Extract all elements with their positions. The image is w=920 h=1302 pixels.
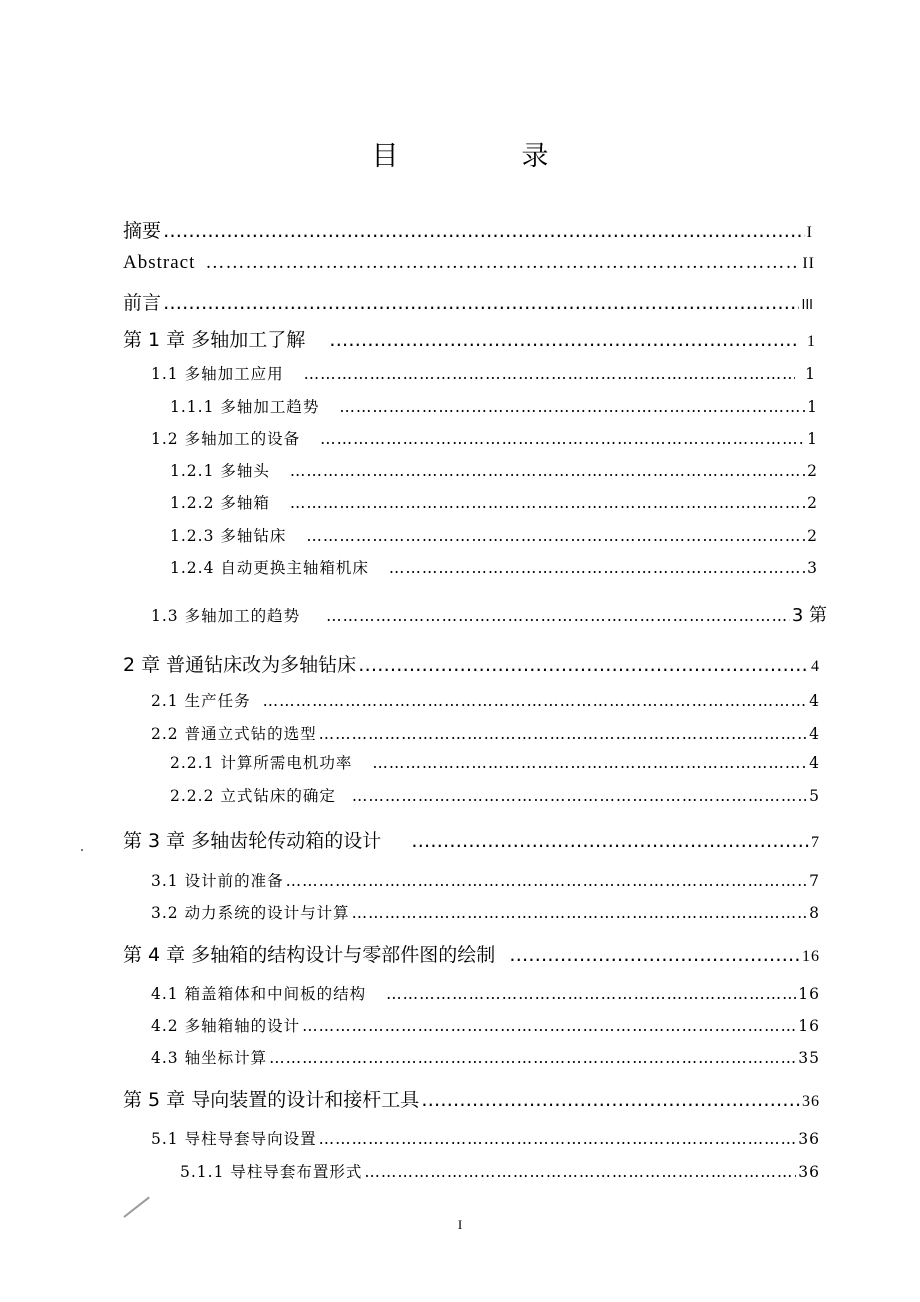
toc-entry-page: 2	[807, 462, 818, 480]
toc-leader	[286, 872, 808, 890]
toc-entry-2-1[interactable]	[151, 689, 820, 711]
toc-leader	[389, 559, 805, 577]
toc-entry-page: 36	[802, 1093, 820, 1110]
toc-entry-1-3[interactable]	[151, 601, 827, 627]
toc-leader	[263, 692, 808, 710]
toc-entry-label: 1.2.3 多轴钻床	[170, 527, 287, 545]
toc-entry-page: III	[801, 298, 813, 313]
toc-entry-page: 16	[798, 985, 820, 1003]
toc-entry-page: 16	[798, 1017, 820, 1035]
toc-entry-chapter-3[interactable]	[123, 826, 820, 853]
toc-entry-label: 2 章 普通钻床改为多轴钻床	[123, 654, 357, 676]
toc-leader	[319, 725, 808, 743]
toc-entry-1-1[interactable]	[151, 362, 816, 384]
page-number: I	[457, 1217, 463, 1232]
toc-entry-page: 4	[811, 658, 820, 675]
toc-entry-3-2[interactable]	[151, 901, 820, 923]
pen-stroke-mark	[123, 1197, 149, 1218]
toc-entry-label: 摘要	[123, 220, 162, 242]
toc-entry-page: 36	[798, 1163, 820, 1181]
toc-leader	[269, 1049, 796, 1067]
toc-entry-page: 5	[809, 787, 820, 805]
toc-entry-label: 1.2.1 多轴头	[170, 462, 270, 480]
toc-entry-page: 1	[807, 430, 818, 448]
page-title: 目 录	[371, 141, 597, 172]
toc-leader	[339, 398, 805, 416]
toc-entry-page: I	[806, 224, 813, 241]
toc-entry-label: 3.1 设计前的准备	[151, 872, 284, 890]
toc-leader	[163, 220, 805, 242]
toc-leader	[290, 494, 805, 512]
toc-entry-label: 2.2 普通立式钻的选型	[151, 725, 317, 743]
toc-leader	[306, 527, 805, 545]
toc-entry-label: 5.1.1 导柱导套布置形式	[180, 1163, 363, 1181]
toc-entry-label: 2.2.1 计算所需电机功率	[170, 754, 353, 772]
toc-entry-4-2[interactable]	[151, 1014, 820, 1036]
toc-entry-page: 3	[807, 559, 818, 577]
toc-entry-chapter-2[interactable]	[123, 650, 820, 677]
toc-entry-chapter-4[interactable]	[123, 940, 820, 967]
toc-entry-label: 2.1 生产任务	[151, 692, 251, 710]
toc-entry-label: 4.1 箱盖箱体和中间板的结构	[151, 985, 367, 1003]
toc-entry-1-2-3[interactable]	[170, 524, 818, 546]
toc-entry-page: 35	[798, 1049, 820, 1067]
toc-entry-label: 1.3 多轴加工的趋势	[151, 607, 301, 625]
toc-leader	[352, 904, 808, 922]
toc-entry-page: 1	[805, 365, 816, 383]
toc-entry-5-1-1[interactable]	[180, 1160, 820, 1182]
toc-entry-label: Abstract	[123, 252, 196, 273]
toc-leader	[329, 329, 797, 351]
toc-entry-2-2[interactable]	[151, 722, 820, 744]
toc-entry-chapter-5[interactable]	[123, 1085, 820, 1112]
toc-leader	[386, 985, 796, 1003]
toc-leader	[509, 944, 800, 966]
toc-leader	[302, 1017, 796, 1035]
toc-entry-label: 1.1.1 多轴加工趋势	[170, 398, 320, 416]
toc-leader	[352, 787, 807, 805]
toc-entry-page: 16	[802, 948, 820, 965]
toc-entry-page: 3 第	[791, 605, 827, 626]
toc-entry-page: 1	[807, 398, 818, 416]
toc-entry-label: 3.2 动力系统的设计与计算	[151, 904, 350, 922]
toc-entry-page: 36	[798, 1130, 820, 1148]
toc-entry-label: 第 1 章 多轴加工了解	[123, 329, 306, 351]
toc-entry-4-1[interactable]	[151, 982, 820, 1004]
toc-leader	[358, 654, 809, 676]
toc-entry-label: 5.1 导柱导套导向设置	[151, 1130, 317, 1148]
toc-entry-label: 2.2.2 立式钻床的确定	[170, 787, 336, 805]
toc-entry-preface[interactable]	[123, 288, 813, 315]
toc-entry-label: 第 4 章 多轴箱的结构设计与零部件图的绘制	[123, 944, 496, 966]
toc-entry-page: 7	[809, 872, 820, 890]
toc-entry-5-1[interactable]	[151, 1127, 820, 1149]
toc-leader	[304, 365, 796, 383]
toc-leader	[372, 754, 807, 772]
toc-entry-page: 7	[811, 834, 820, 851]
toc-entry-page: 2	[807, 527, 818, 545]
toc-entry-2-2-1[interactable]	[170, 751, 820, 773]
toc-entry-1-2[interactable]	[151, 427, 818, 449]
toc-entry-page: 4	[809, 692, 820, 710]
toc-leader	[320, 430, 805, 448]
toc-entry-label: 1.2 多轴加工的设备	[151, 430, 301, 448]
toc-entry-page: 2	[807, 494, 818, 512]
toc-entry-2-2-2[interactable]	[170, 784, 820, 806]
stray-mark	[81, 849, 83, 851]
toc-entry-label: 第 5 章 导向装置的设计和接杆工具	[123, 1089, 420, 1111]
toc-entry-label: 第 3 章 多轴齿轮传动箱的设计	[123, 830, 382, 852]
toc-entry-label: 1.1 多轴加工应用	[151, 365, 284, 383]
toc-entry-page: 1	[807, 333, 816, 350]
toc-entry-label: 前言	[123, 292, 162, 314]
toc-entry-page: 4	[809, 725, 820, 743]
toc-entry-page: II	[802, 255, 815, 272]
toc-entry-1-1-1[interactable]	[170, 395, 818, 417]
toc-leader	[326, 607, 790, 625]
toc-entry-abstract-en[interactable]	[123, 252, 815, 274]
toc-entry-1-2-2[interactable]	[170, 491, 818, 513]
toc-leader	[411, 830, 809, 852]
toc-leader	[421, 1089, 800, 1111]
toc-entry-1-2-4[interactable]	[170, 556, 818, 578]
toc-leader	[163, 292, 799, 314]
toc-entry-page: 4	[809, 754, 820, 772]
toc-leader	[290, 462, 805, 480]
toc-entry-label: 4.3 轴坐标计算	[151, 1049, 268, 1067]
toc-entry-label: 1.2.2 多轴箱	[170, 494, 270, 512]
toc-entry-label: 4.2 多轴箱轴的设计	[151, 1017, 301, 1035]
toc-leader	[364, 1163, 796, 1181]
toc-entry-3-1[interactable]	[151, 869, 820, 891]
toc-leader	[205, 252, 800, 274]
toc-leader	[319, 1130, 797, 1148]
toc-entry-4-3[interactable]	[151, 1046, 820, 1068]
toc-entry-1-2-1[interactable]	[170, 459, 818, 481]
toc-entry-abstract-cn[interactable]	[123, 216, 813, 243]
toc-entry-label: 1.2.4 自动更换主轴箱机床	[170, 559, 369, 577]
toc-entry-page: 8	[809, 904, 820, 922]
toc-entry-chapter-1[interactable]	[123, 325, 816, 352]
